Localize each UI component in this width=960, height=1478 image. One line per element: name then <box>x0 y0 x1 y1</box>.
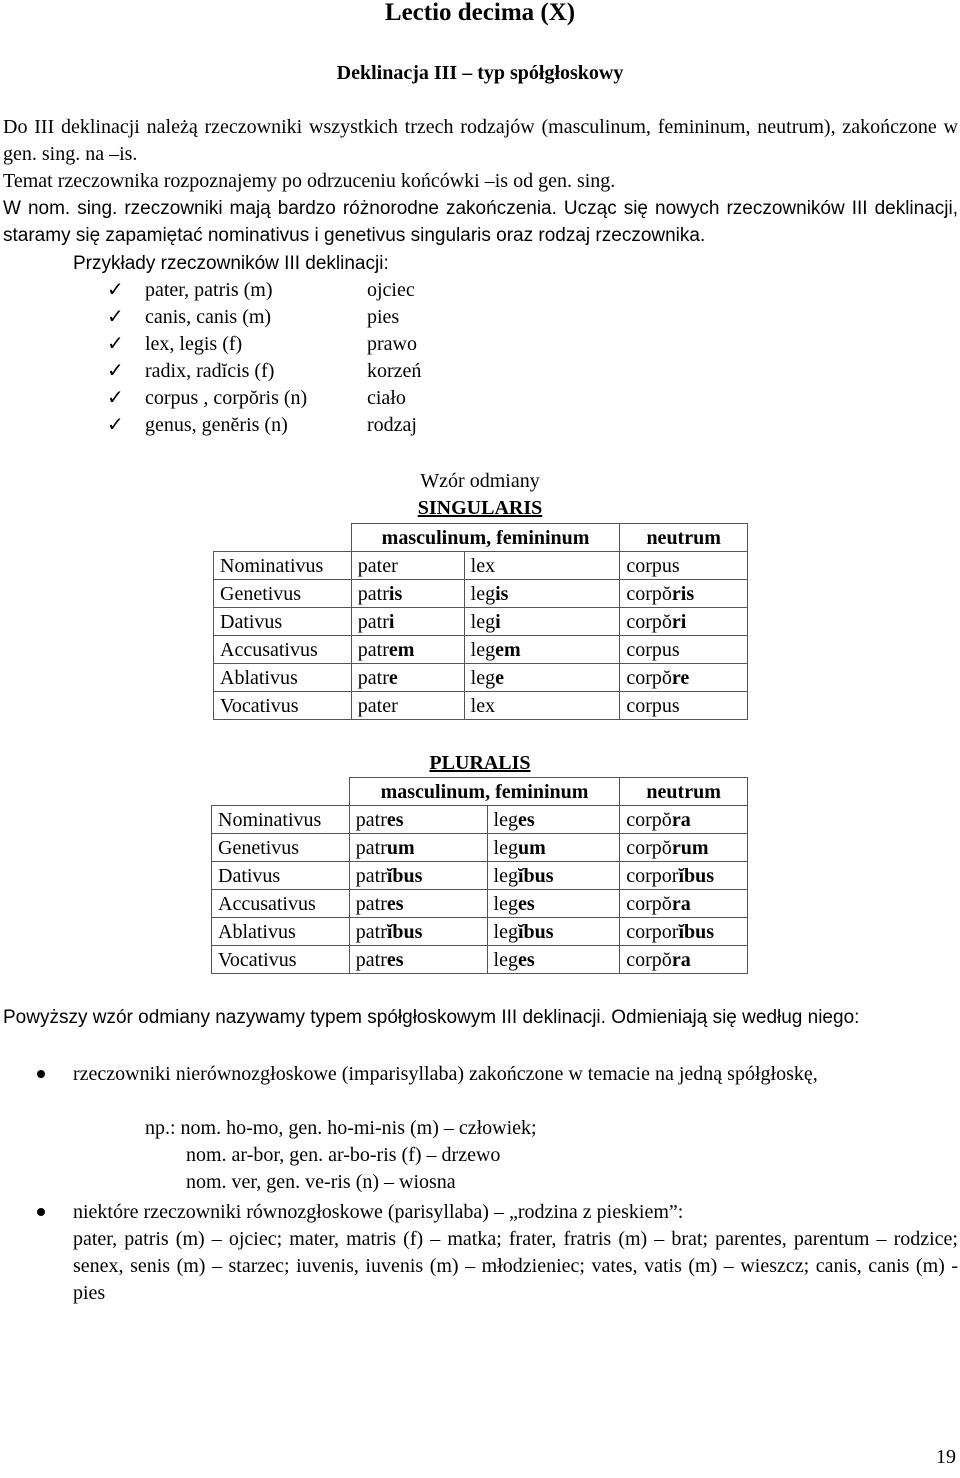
form-stem: leg <box>493 836 518 859</box>
form-stem: patr <box>355 836 387 859</box>
form-ending: ris <box>671 582 695 605</box>
example-item <box>107 304 400 331</box>
column-header-neutrum: neutrum <box>620 778 748 806</box>
form-ending: em <box>495 638 521 661</box>
example-item <box>107 358 422 385</box>
form-ending: um <box>517 836 546 859</box>
form-ending: ĭbus <box>517 920 554 943</box>
bullet-1-example-1: np.: nom. ho-mo, gen. ho-mi-nis (m) – człowiek; <box>145 1117 537 1139</box>
outro-paragraph: Powyższy wzór odmiany nazywamy typem spółgłoskowym III deklinacji. Odmieniają się według niego: <box>3 1007 860 1028</box>
form-ending: e <box>388 666 398 689</box>
form-ending: ĭbus <box>386 864 423 887</box>
form-stem: pater <box>357 694 398 717</box>
form-ending: rum <box>671 836 709 859</box>
form-f <box>464 552 620 580</box>
example-latin: corpus , corpŏris (n) <box>145 387 308 409</box>
case-name: Ablativus <box>214 664 352 692</box>
form-f <box>487 806 620 834</box>
form-stem: lex <box>470 554 496 577</box>
table-row <box>212 806 748 834</box>
form-stem: corpus <box>626 694 680 717</box>
bullet-2-text: niektóre rzeczowniki równozgłoskowe (parisyllaba) – „rodzina z pieskiem”: <box>73 1201 684 1223</box>
case-name: Vocativus <box>214 692 352 720</box>
form-ending: e <box>495 666 504 689</box>
form-stem: pater <box>357 554 398 577</box>
form-ending: i <box>495 610 501 633</box>
form-n <box>620 664 748 692</box>
intro-paragraph-3: W nom. sing. rzeczowniki mają bardzo różnorodne zakończenia. Ucząc się nowych rzeczowników III deklinacji, staramy się zapamiętać nominativus i genetivus singularis oraz rodzaj rzeczownika. <box>3 198 958 246</box>
examples-heading: Przykłady rzeczowników III deklinacji: <box>73 253 389 274</box>
form-ending: ĭbus <box>517 864 554 887</box>
check-icon: ✓ <box>107 279 124 301</box>
form-ending: ra <box>671 808 691 831</box>
form-f <box>487 862 620 890</box>
form-ending: es <box>517 948 535 971</box>
form-stem: corpŏ <box>626 948 672 971</box>
form-n <box>620 552 748 580</box>
example-item <box>107 277 415 304</box>
case-name: Vocativus <box>212 946 350 974</box>
form-ending: ra <box>671 892 691 915</box>
form-ending: i <box>388 610 395 633</box>
bullet-2-body: pater, patris (m) – ojciec; mater, matris (f) – matka; frater, fratris (m) – brat; parentes, parentum – rodzice; senex, senis (m) – starzec; iuvenis, iuvenis (m) – młodzieniec; vates, vatis (m) – wieszcz; canis, canis (m) - pies <box>73 1228 958 1304</box>
form-m <box>349 946 487 974</box>
check-icon: ✓ <box>107 333 124 355</box>
example-polish: rodzaj <box>367 414 417 436</box>
form-stem: leg <box>493 948 518 971</box>
pluralis-table <box>211 777 748 974</box>
singularis-heading: SINGULARIS <box>417 497 543 519</box>
form-stem: corpŏ <box>626 808 672 831</box>
example-latin: genus, genĕris (n) <box>145 414 288 436</box>
table-row <box>214 636 748 664</box>
form-stem: patr <box>355 808 387 831</box>
form-n <box>620 946 748 974</box>
form-m <box>351 580 464 608</box>
form-f <box>487 834 620 862</box>
case-name: Accusativus <box>214 636 352 664</box>
form-stem: leg <box>493 864 518 887</box>
example-polish: pies <box>367 306 400 328</box>
form-stem: leg <box>493 920 518 943</box>
pattern-heading: Wzór odmiany <box>420 470 540 492</box>
form-n <box>620 890 748 918</box>
form-m <box>351 552 464 580</box>
check-icon: ✓ <box>107 387 124 409</box>
table-row <box>214 552 748 580</box>
form-m <box>351 608 464 636</box>
form-stem: corpŏ <box>626 836 672 859</box>
form-stem: corpŏ <box>626 582 672 605</box>
case-name: Nominativus <box>212 806 350 834</box>
form-stem: patr <box>357 638 389 661</box>
example-latin: radix, radĭcis (f) <box>145 360 275 382</box>
form-stem: leg <box>470 638 496 661</box>
form-stem: leg <box>493 892 518 915</box>
form-f <box>464 608 620 636</box>
form-stem: leg <box>470 610 496 633</box>
form-ending: ri <box>671 610 687 633</box>
form-stem: corpor <box>626 864 679 887</box>
form-m <box>349 918 487 946</box>
form-n <box>620 608 748 636</box>
form-ending: ĭbus <box>678 920 715 943</box>
form-stem: patr <box>355 864 387 887</box>
form-n <box>620 580 748 608</box>
example-item <box>107 331 417 358</box>
intro-paragraph-1: Do III deklinacji należą rzeczowniki wszystkich trzech rodzajów (masculinum, femininum, neutrum), zakończone w gen. sing. na –is. <box>3 116 958 165</box>
case-name: Dativus <box>212 862 350 890</box>
example-latin: canis, canis (m) <box>145 306 272 328</box>
check-icon: ✓ <box>107 360 124 382</box>
form-ending: re <box>671 666 690 689</box>
bullet-1-example-3: nom. ver, gen. ve-ris (n) – wiosna <box>186 1171 456 1193</box>
example-latin: lex, legis (f) <box>145 333 243 355</box>
section-subtitle: Deklinacja III – typ spółgłoskowy <box>336 62 624 84</box>
form-ending: is <box>388 582 403 605</box>
form-f <box>487 946 620 974</box>
intro-paragraph-2: Temat rzeczownika rozpoznajemy po odrzuceniu końcówki –is od gen. sing. <box>3 170 616 192</box>
form-m <box>351 664 464 692</box>
table-row <box>214 664 748 692</box>
form-f <box>464 692 620 720</box>
case-name: Accusativus <box>212 890 350 918</box>
page-number: 19 <box>936 1446 956 1468</box>
example-polish: korzeń <box>367 360 422 382</box>
form-ending: es <box>386 892 404 915</box>
form-f <box>464 664 620 692</box>
form-stem: corpus <box>626 554 680 577</box>
bullet-1-example-2: nom. ar-bor, gen. ar-bo-ris (f) – drzewo <box>186 1144 501 1166</box>
table-row <box>214 692 748 720</box>
table-header-row <box>214 524 748 552</box>
check-icon: ✓ <box>107 306 124 328</box>
example-item <box>107 412 417 439</box>
form-ending: es <box>517 892 535 915</box>
example-polish: prawo <box>367 333 417 355</box>
form-f <box>464 636 620 664</box>
bullet-icon <box>37 1070 45 1078</box>
example-item <box>107 385 406 412</box>
form-stem: corpor <box>626 920 679 943</box>
column-header-neutrum: neutrum <box>620 524 748 552</box>
bullet-1-text: rzeczowniki nierównozgłoskowe (imparisyllaba) zakończone w temacie na jedną spółgłoskę, <box>73 1063 818 1085</box>
form-f <box>464 580 620 608</box>
table-row <box>212 946 748 974</box>
case-name: Genetivus <box>214 580 352 608</box>
table-row <box>212 834 748 862</box>
form-ending: is <box>495 582 509 605</box>
pluralis-heading: PLURALIS <box>429 752 531 774</box>
form-stem: patr <box>357 666 389 689</box>
form-n <box>620 862 748 890</box>
form-m <box>351 636 464 664</box>
form-stem: patr <box>355 948 387 971</box>
form-stem: corpŏ <box>626 610 672 633</box>
form-m <box>349 806 487 834</box>
form-ending: ĭbus <box>386 920 423 943</box>
form-f <box>487 890 620 918</box>
case-name: Genetivus <box>212 834 350 862</box>
form-stem: leg <box>493 808 518 831</box>
form-n <box>620 636 748 664</box>
example-polish: ojciec <box>367 279 415 301</box>
singularis-table <box>213 523 748 720</box>
table-row <box>214 580 748 608</box>
form-ending: ĭbus <box>678 864 715 887</box>
example-polish: ciało <box>367 387 406 409</box>
form-ending: ra <box>671 948 691 971</box>
form-stem: patr <box>355 920 387 943</box>
bullet-icon <box>37 1208 45 1216</box>
example-latin: pater, patris (m) <box>145 279 273 301</box>
form-stem: leg <box>470 582 496 605</box>
form-stem: lex <box>470 694 496 717</box>
form-stem: corpŏ <box>626 892 672 915</box>
form-stem: patr <box>357 610 389 633</box>
form-ending: es <box>517 808 535 831</box>
form-n <box>620 918 748 946</box>
page-title: Lectio decima (X) <box>384 0 576 26</box>
table-row <box>212 890 748 918</box>
form-n <box>620 834 748 862</box>
form-ending: um <box>386 836 415 859</box>
form-m <box>349 862 487 890</box>
form-stem: corpŏ <box>626 666 672 689</box>
case-name: Dativus <box>214 608 352 636</box>
form-m <box>349 834 487 862</box>
form-f <box>487 918 620 946</box>
form-n <box>620 806 748 834</box>
table-row <box>214 608 748 636</box>
form-stem: patr <box>357 582 389 605</box>
form-m <box>351 692 464 720</box>
form-ending: es <box>386 808 404 831</box>
form-ending: es <box>386 948 404 971</box>
form-n <box>620 692 748 720</box>
form-stem: corpus <box>626 638 680 661</box>
check-icon: ✓ <box>107 414 124 436</box>
table-row <box>212 862 748 890</box>
form-ending: em <box>388 638 415 661</box>
column-header-mf: masculinum, femininum <box>351 524 620 552</box>
case-name: Ablativus <box>212 918 350 946</box>
table-header-row <box>212 778 748 806</box>
table-row <box>212 918 748 946</box>
column-header-mf: masculinum, femininum <box>349 778 619 806</box>
form-stem: leg <box>470 666 496 689</box>
form-stem: patr <box>355 892 387 915</box>
case-name: Nominativus <box>214 552 352 580</box>
form-m <box>349 890 487 918</box>
